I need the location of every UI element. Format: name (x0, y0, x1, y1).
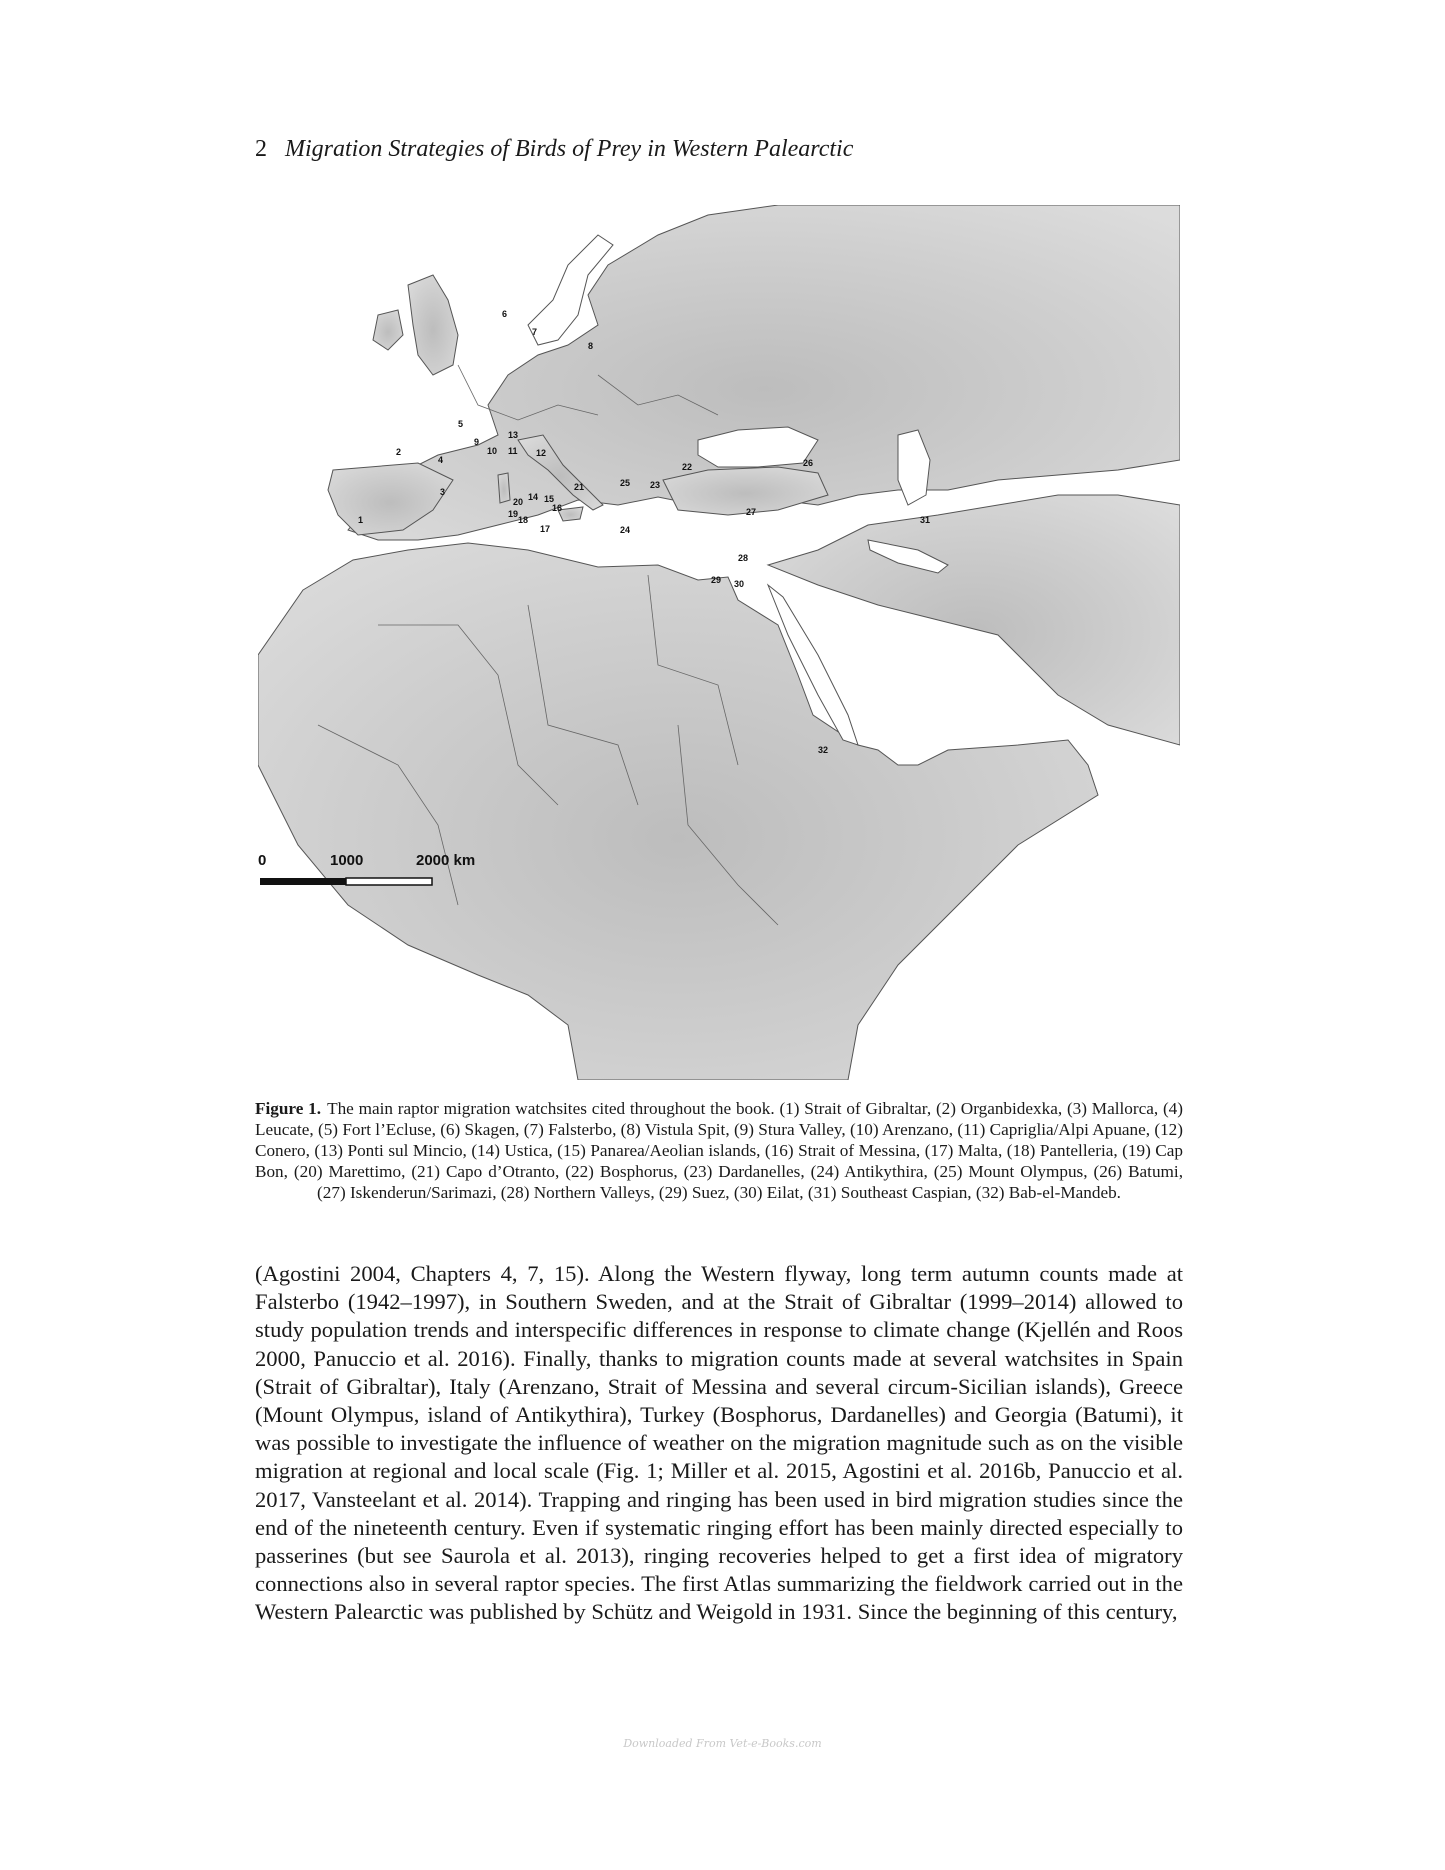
site-label-10: 10 (487, 446, 498, 456)
page-number: 2 (255, 136, 267, 162)
site-label-32: 32 (818, 745, 829, 755)
site-label-28: 28 (738, 553, 749, 563)
running-header (255, 136, 853, 163)
britain-landmass (408, 275, 458, 375)
figure-caption (255, 1098, 1183, 1203)
site-label-24: 24 (620, 525, 631, 535)
site-label-31: 31 (920, 515, 931, 525)
site-label-19: 19 (508, 509, 519, 519)
site-label-4: 4 (438, 455, 444, 465)
figure-label: Figure 1. (255, 1099, 322, 1118)
land-layer (258, 205, 1180, 1080)
site-label-21: 21 (574, 482, 585, 492)
site-label-29: 29 (711, 575, 722, 585)
sardinia-island (498, 473, 510, 503)
raptor-watchsites-map (258, 205, 1180, 1080)
scale-label-0: 0 (258, 852, 267, 869)
site-label-30: 30 (734, 579, 745, 589)
scale-label-1000: 1000 (330, 852, 364, 869)
site-label-8: 8 (588, 341, 594, 351)
site-label-11: 11 (508, 446, 518, 456)
site-label-9: 9 (474, 437, 480, 447)
site-label-18: 18 (518, 515, 529, 525)
scale-label-2000: 2000 km (416, 852, 476, 869)
site-label-3: 3 (440, 487, 446, 497)
site-label-12: 12 (536, 448, 547, 458)
site-label-2: 2 (396, 447, 402, 457)
body-paragraph: (Agostini 2004, Chapters 4, 7, 15). Along the Western flyway, long term autumn counts made at Falsterbo (1942–1997), in Southern Sweden, and at the Strait of Gibraltar (1999–2014) allowed to study population trends and interspecific differences in response to climate change (Kjellén and Roos 2000, Panuccio et al. 2016). Finally, thanks to migration counts made at several watchsites in Spain (Strait of Gibraltar), Italy (Arenzano, Strait of Messina and several circum-Sicilian islands), Greece (Mount Olympus, island of Antikythira), Turkey (Bosphorus, Dardanelles) and Georgia (Batumi), it was possible to investigate the influence of weather on the migration magnitude such as on the visible migration at regional and local scale (Fig. 1; Miller et al. 2015, Agostini et al. 2016b, Panuccio et al. 2017, Vansteelant et al. 2014). Trapping and ringing has been used in bird migration studies since the end of the nineteenth century. Even if systematic ringing effort has been mainly directed especially to passerines (but see Saurola et al. 2013), ringing recoveries helped to get a first idea of migratory connections also in several raptor species. The first Atlas summarizing the fieldwork carried out in the Western Palearctic was published by Schütz and Weigold in 1931. Since the beginning of this century, (255, 1261, 1183, 1625)
site-label-23: 23 (650, 480, 661, 490)
site-label-7: 7 (532, 327, 538, 337)
site-label-1: 1 (358, 515, 364, 525)
site-label-27: 27 (746, 507, 757, 517)
scale-bar-black (260, 878, 346, 885)
site-label-15: 15 (544, 494, 555, 504)
site-label-20: 20 (513, 497, 524, 507)
caption-text: The main raptor migration watchsites cited throughout the book. (1) Strait of Gibraltar, (2) Organbidexka, (3) Mallorca, (4) Leucate, (5) Fort l’Ecluse, (6) Skagen, (7) Falsterbo, (8) Vistula Spit, (9) Stura Valley, (10) Arenzano, (11) Capriglia/Alpi Apuane, (12) Conero, (13) Ponti sul Mincio, (14) Ustica, (15) Panarea/Aeolian islands, (16) Strait of Messina, (17) Malta, (18) Pantelleria, (19) Cap Bon, (20) Marettimo, (21) Capo d’Otranto, (22) Bosphorus, (23) Dardanelles, (24) Antikythira, (25) Mount Olympus, (26) Batumi, (27) Iskenderun/Sarimazi, (28) Northern Valleys, (29) Suez, (30) Eilat, (31) Southeast Caspian, (32) Bab-el-Mandeb. (255, 1099, 1183, 1202)
site-label-13: 13 (508, 430, 519, 440)
site-label-5: 5 (458, 419, 464, 429)
download-watermark: Downloaded From Vet-e-Books.com (623, 1737, 822, 1750)
site-label-14: 14 (528, 492, 539, 502)
site-label-17: 17 (540, 524, 551, 534)
running-title: Migration Strategies of Birds of Prey in Western Palearctic (285, 136, 854, 162)
site-label-25: 25 (620, 478, 631, 488)
site-label-16: 16 (552, 503, 563, 513)
scale-bar-white (346, 878, 432, 885)
ireland-landmass (373, 310, 403, 350)
site-label-6: 6 (502, 309, 508, 319)
site-label-22: 22 (682, 462, 693, 472)
site-label-26: 26 (803, 458, 814, 468)
